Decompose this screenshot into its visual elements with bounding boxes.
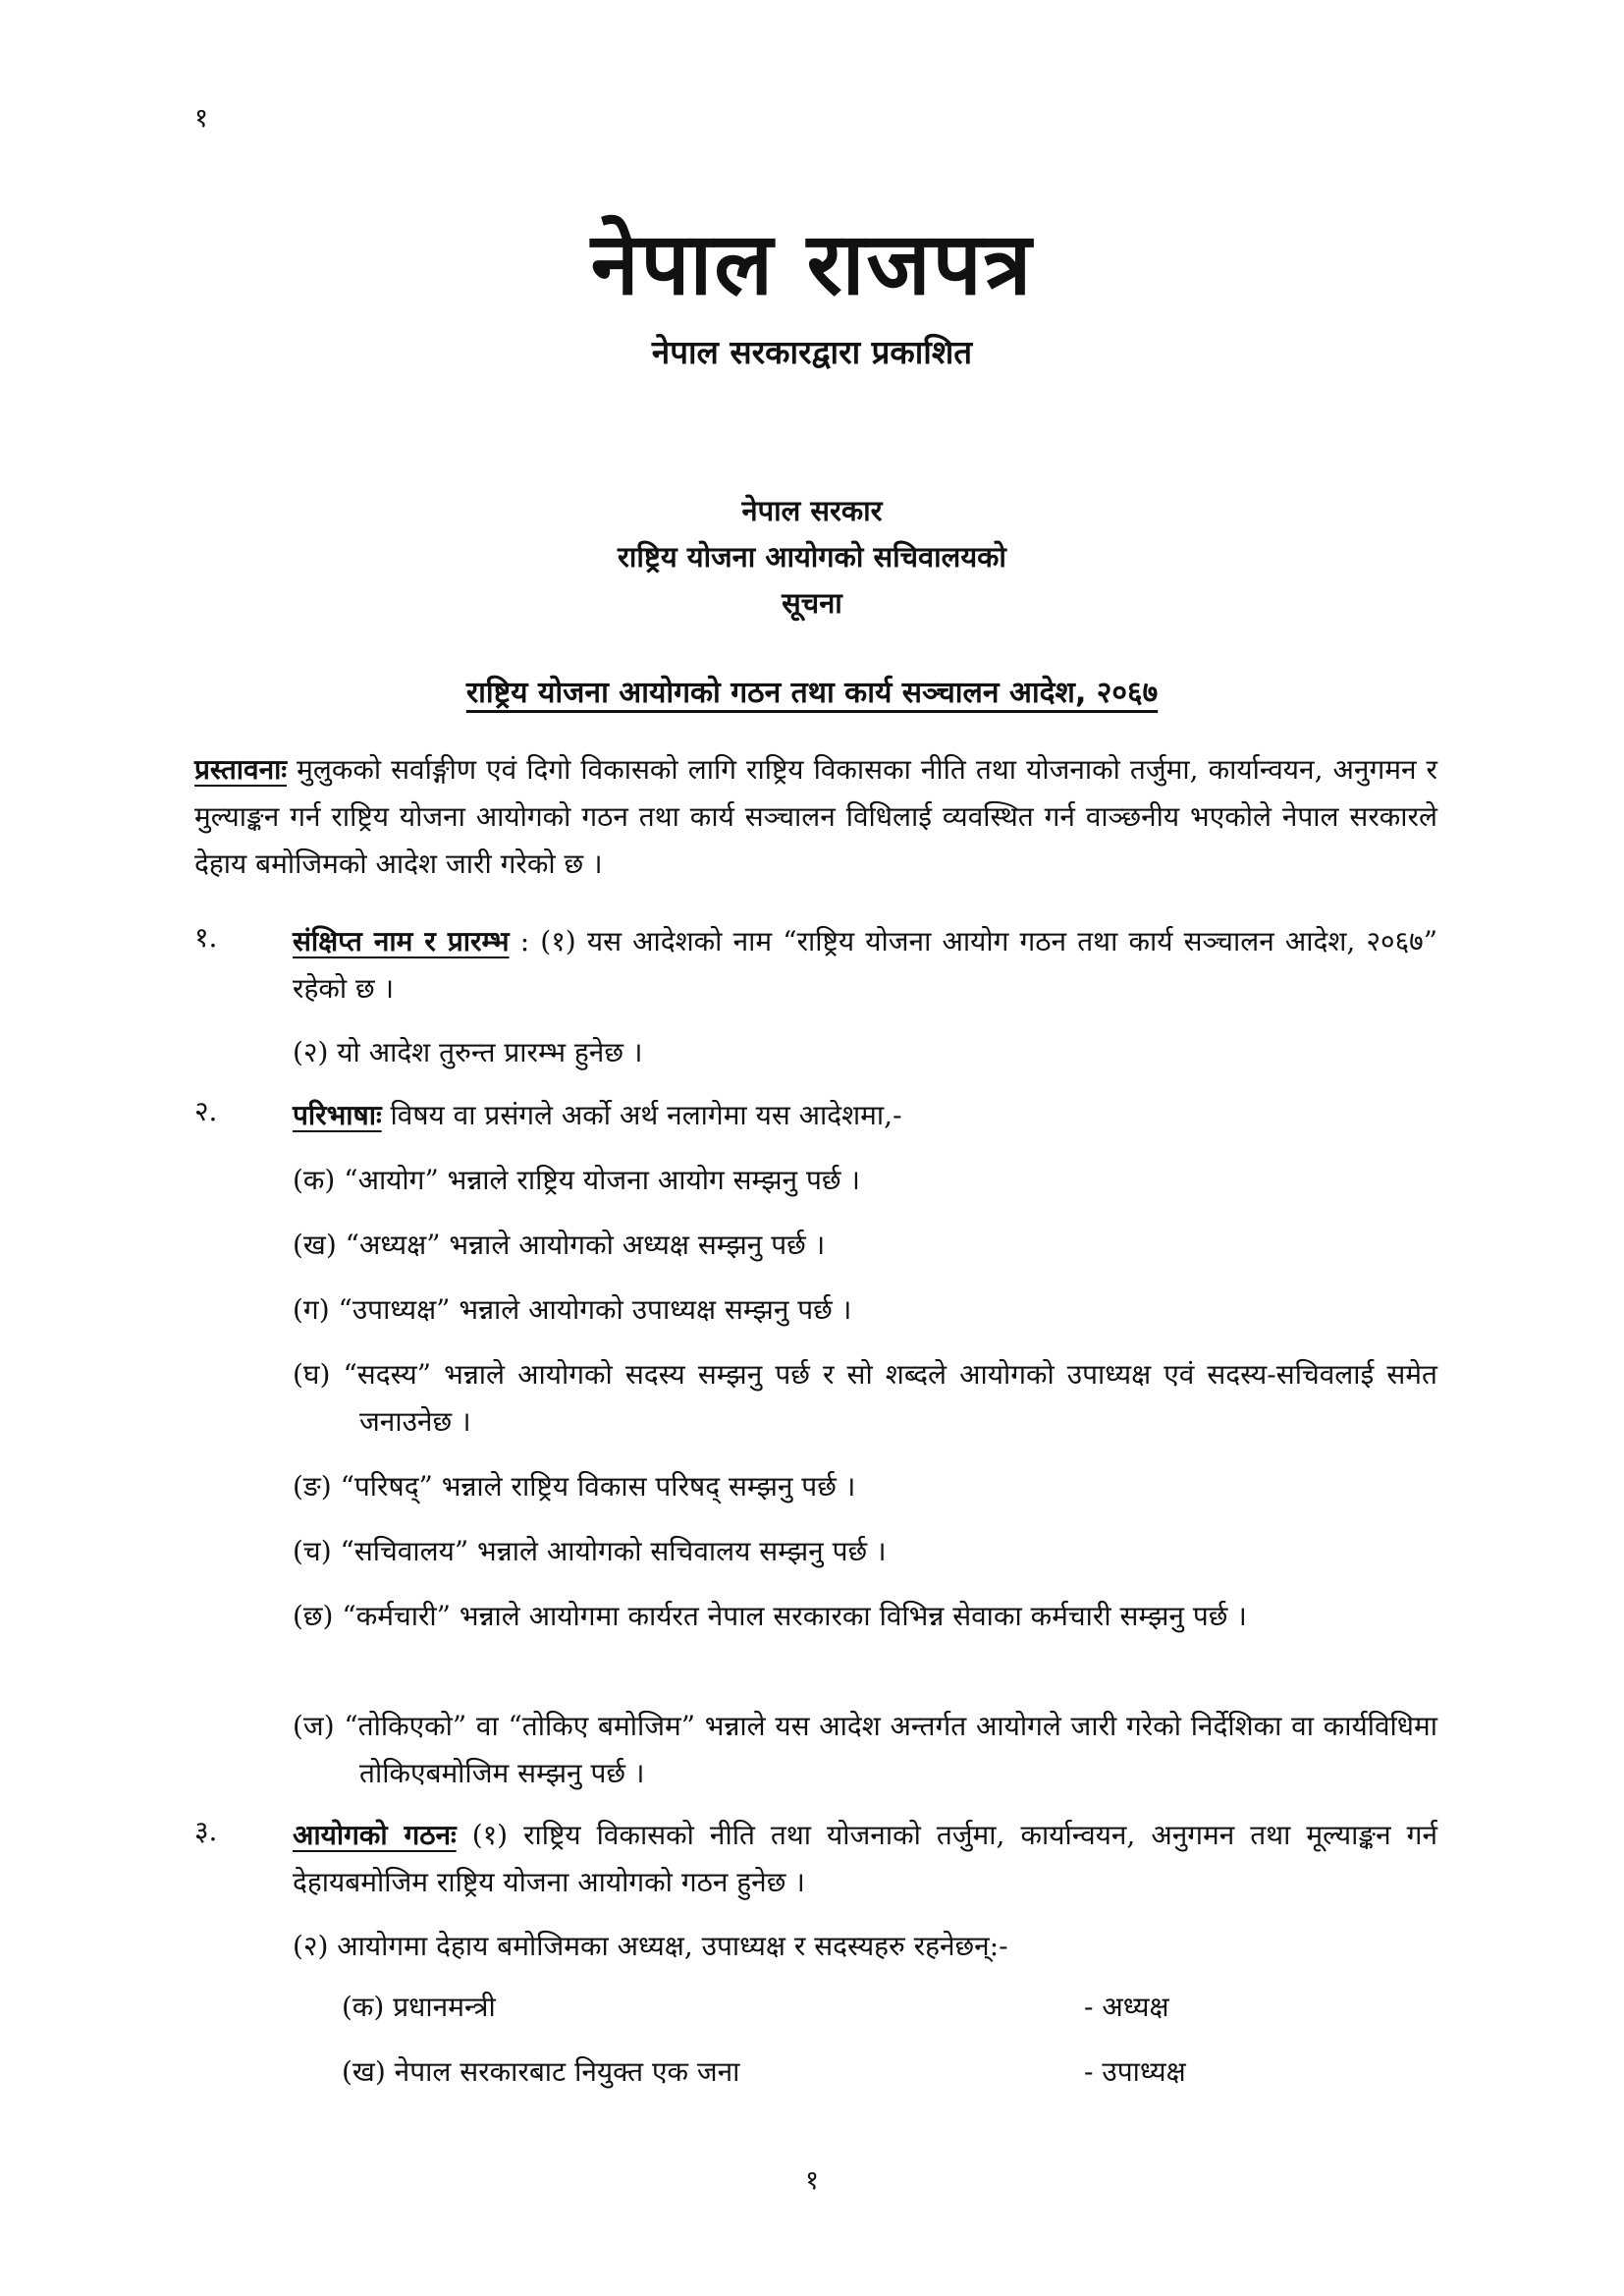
page-number-top: १ <box>194 103 209 134</box>
preamble-text: मुलुकको सर्वाङ्गीण एवं दिगो विकासको लागि राष्ट्रिय विकासका नीति तथा योजनाको तर्जुमा, कार्यान्वयन, अनुगमन र मुल्याङ्कन गर्न राष्ट्रिय योजना आयोगको गठन तथा कार्य सञ्चालन विधिलाई व्यवस्थित गर्न वाञ्छनीय भएकोले नेपाल सरकारले देहाय बमोजिमको आदेश जारी गरेको छ । <box>194 753 1437 880</box>
section-2-heading: परिभाषाः <box>293 1099 382 1131</box>
section-3-heading: आयोगको गठनः <box>293 1819 457 1851</box>
member-kha-role: - उपाध्यक्ष <box>1084 2055 1186 2088</box>
section-3-number: ३. <box>194 1815 218 1847</box>
gazette-title: नेपाल राजपत्र <box>590 213 1034 314</box>
order-title <box>0 671 1624 711</box>
section-3-sub-2: (२) आयोगमा देहाय बमोजिमका अध्यक्ष, उपाध्यक्ष र सदस्यहरु रहनेछन्:- <box>293 1930 1008 1962</box>
section-2 <box>293 1092 1437 1139</box>
section-1-heading: संक्षिप्त नाम र प्रारम्भ <box>293 925 510 957</box>
section-3 <box>293 1812 1437 1906</box>
section-1-number: १. <box>194 921 218 954</box>
member-kha-label: (ख) नेपाल सरकारबाट नियुक्त एक जना <box>342 2055 740 2088</box>
section-1-sub-2: (२) यो आदेश तुरुन्त प्रारम्भ हुनेछ । <box>293 1036 643 1068</box>
preamble-heading: प्रस्तावनाः <box>194 753 288 786</box>
member-ka-role: - अध्यक्ष <box>1084 1991 1169 2023</box>
gazette-subtitle: नेपाल सरकारद्वारा प्रकाशित <box>651 333 973 371</box>
definition-chha: (छ) “कर्मचारी” भन्नाले आयोगमा कार्यरत नेपाल सरकारका विभिन्न सेवाका कर्मचारी सम्झनु पर्छ । <box>293 1600 1247 1632</box>
section-3-text: (१) राष्ट्रिय विकासको नीति तथा योजनाको तर्जुमा, कार्यान्वयन, अनुगमन तथा मूल्याङ्कन गर्न देहायबमोजिम राष्ट्रिय योजना आयोगको गठन हुनेछ । <box>293 1819 1437 1898</box>
section-2-text: विषय वा प्रसंगले अर्को अर्थ नलागेमा यस आदेशमा,- <box>381 1099 902 1131</box>
member-ka-label: (क) प्रधानमन्त्री <box>342 1991 496 2023</box>
section-1-text: : (१) यस आदेशको नाम “राष्ट्रिय योजना आयोग गठन तथा कार्य सञ्चालन आदेश, २०६७” रहेको छ । <box>293 925 1438 1005</box>
order-title-text: राष्ट्रिय योजना आयोगको गठन तथा कार्य सञ्चालन आदेश, २०६७ <box>465 676 1159 710</box>
definition-ja: (ज) “तोकिएको” वा “तोकिए बमोजिम” भन्नाले यस आदेश अन्तर्गत आयोगले जारी गरेको निर्देशिका वा कार्यविधिमा तोकिएबमोजिम सम्झनु पर्छ । <box>293 1710 1437 1789</box>
definition-ka: (क) “आयोग” भन्नाले राष्ट्रिय योजना आयोग सम्झनु पर्छ । <box>293 1164 860 1196</box>
definition-nga: (ङ) “परिषद्” भन्नाले राष्ट्रिय विकास परिषद् सम्झनु पर्छ । <box>293 1470 856 1503</box>
definition-cha: (च) “सचिवालय” भन्नाले आयोगको सचिवालय सम्झनु पर्छ । <box>293 1535 887 1567</box>
issuer-line-3: सूचना <box>782 586 842 620</box>
page-number-bottom: १ <box>804 2165 820 2196</box>
section-1 <box>293 918 1437 1012</box>
issuer-line-1: नेपाल सरकार <box>741 494 883 527</box>
issuer-line-2: राष्ट्रिय योजना आयोगको सचिवालयको <box>618 540 1006 574</box>
section-2-number: २. <box>194 1095 218 1127</box>
definition-gha: (घ) “सदस्य” भन्नाले आयोगको सदस्य सम्झनु पर्छ र सो शब्दले आयोगको उपाध्यक्ष एवं सदस्य-सचिवलाई समेत जनाउनेछ । <box>293 1358 1437 1438</box>
definition-kha: (ख) “अध्यक्ष” भन्नाले आयोगको अध्यक्ष सम्झनु पर्छ । <box>293 1229 826 1261</box>
definition-ga: (ग) “उपाध्यक्ष” भन्नाले आयोगको उपाध्यक्ष सम्झनु पर्छ । <box>293 1293 852 1326</box>
preamble <box>194 746 1437 888</box>
